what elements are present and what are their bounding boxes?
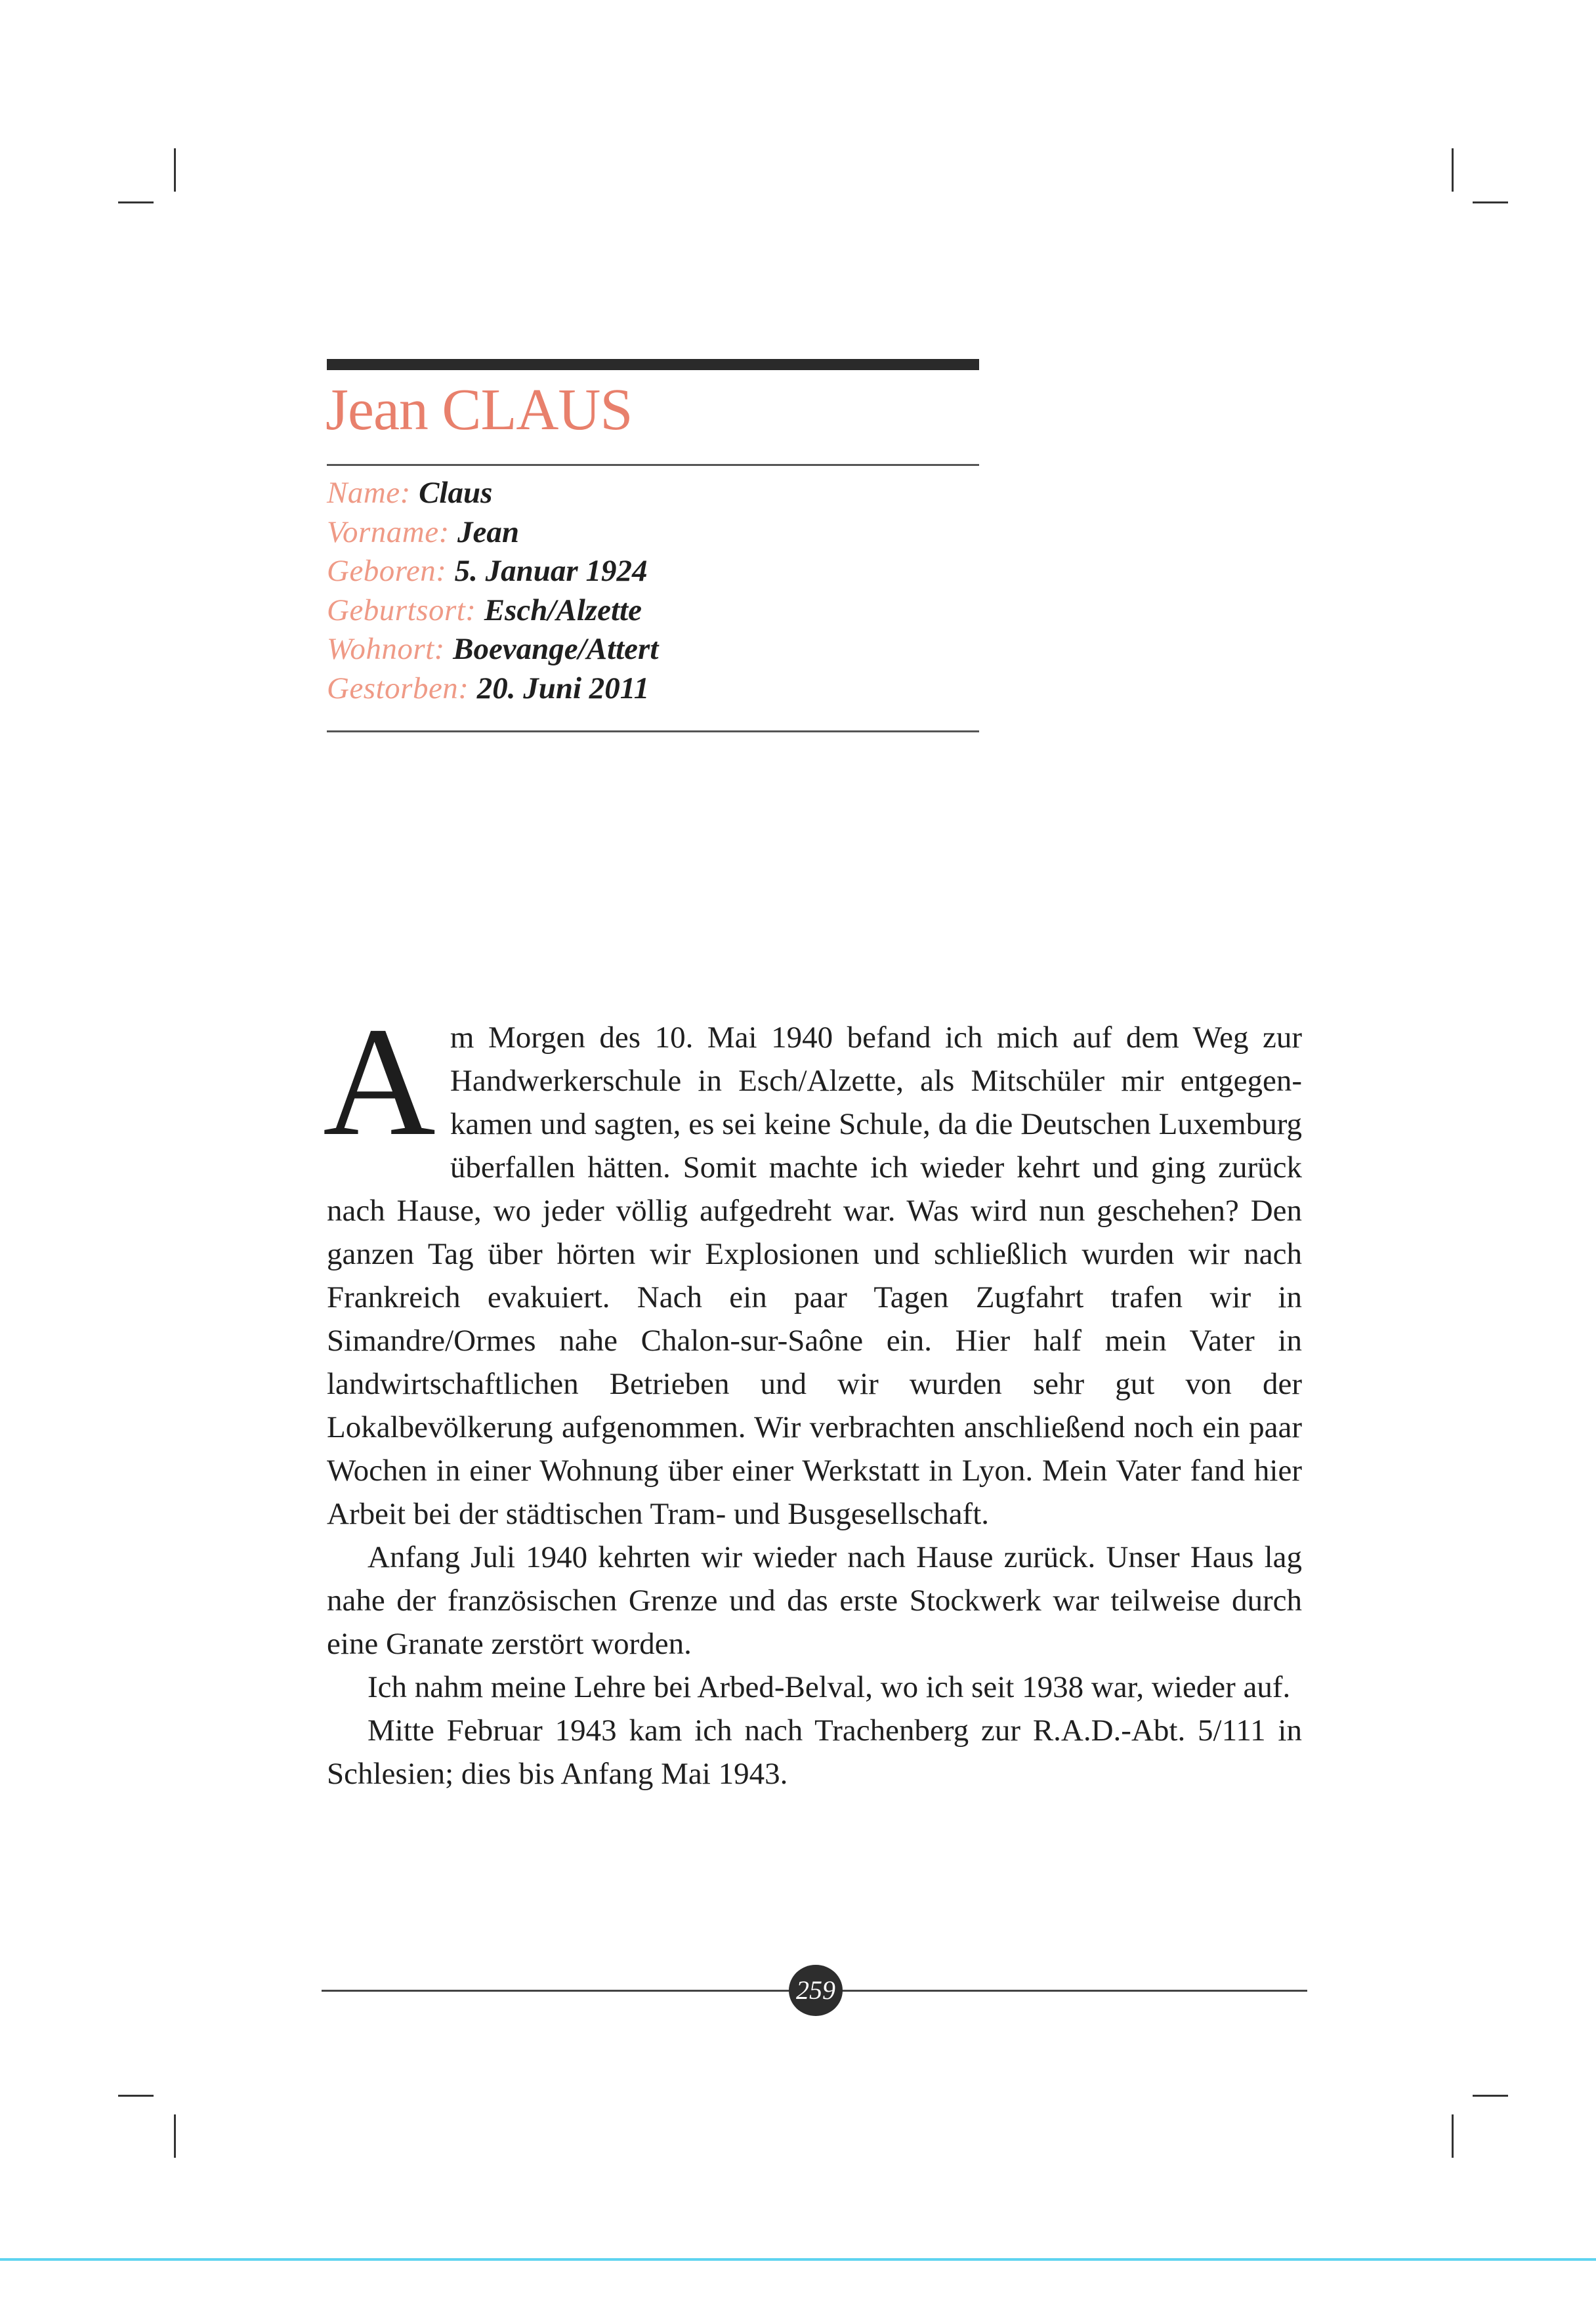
- paragraph-1: [323, 996, 1302, 1536]
- paragraph-4: Mitte Februar 1943 kam ich nach Trachenberg zur R.A.D.-Abt. 5/111 in Schlesien; dies bis Anfang Mai 1943.: [327, 1713, 1302, 1791]
- facts-rule: [327, 730, 979, 732]
- crop-mark-bottom-right-vertical: [1452, 2114, 1454, 2158]
- fact-label: Geboren:: [327, 554, 455, 589]
- fact-first-name: [327, 513, 976, 553]
- fact-value: Claus: [419, 476, 493, 510]
- fact-died: [327, 669, 976, 709]
- paragraph-3: Ich nahm meine Lehre bei Arbed-Belval, wo ich seit 1938 war, wieder auf.: [368, 1670, 1291, 1704]
- crop-mark-top-left-horizontal: [118, 201, 154, 203]
- fact-value: Esch/Alzette: [484, 593, 642, 627]
- fact-label: Name:: [327, 476, 419, 510]
- page-title: Jean CLAUS: [326, 377, 633, 442]
- biography-facts: [327, 474, 976, 709]
- fact-name: [327, 474, 976, 513]
- drop-cap: A: [323, 996, 436, 1168]
- article-body: [323, 996, 1302, 1796]
- fact-label: Geburtsort:: [327, 593, 484, 627]
- fact-residence: [327, 630, 976, 669]
- fact-value: Jean: [457, 514, 519, 549]
- crop-mark-bottom-left-horizontal: [118, 2095, 154, 2097]
- fact-label: Wohnort:: [327, 632, 453, 667]
- paragraph-2: Anfang Juli 1940 kehrten wir wieder nach Hause zurück. Unser Haus lag nahe der französischen Grenze und das erste Stockwerk war teilweise durch eine Granate zerstört worden.: [327, 1540, 1302, 1661]
- crop-mark-top-right-vertical: [1452, 148, 1454, 192]
- scan-edge-line: [0, 2258, 1596, 2261]
- paragraph-1-text: m Morgen des 10. Mai 1940 befand ich mich auf dem Weg zur Handwerkerschule in Esch/Alzette, als Mitschüler mir entgegenkamen und sagten, es sei keine Schule, da die Deutschen Luxemburg überfallen hätten. Somit machte ich wieder kehrt und ging zurück nach Hause, wo jeder völlig aufgedreht war. Was wird nun geschehen? Den ganzen Tag über hörten wir Explosionen und schließlich wurden wir nach Frankreich evakuiert. Nach ein paar Tagen Zugfahrt trafen wir in Simandre/Ormes nahe Chalon-sur-Saône ein. Hier half mein Vater in landwirtschaftlichen Betrieben und wir wurden sehr gut von der Lokalbevölkerung aufgenommen. Wir verbrachten anschließend noch ein paar Wochen in einer Wohnung über einer Werkstatt in Lyon. Mein Vater fand hier Arbeit bei der städtischen Tram- und Busgesellschaft.: [327, 1020, 1302, 1531]
- fact-born: [327, 552, 976, 591]
- fact-value: 5. Januar 1924: [454, 554, 648, 589]
- heading-bar: [327, 359, 979, 370]
- fact-birthplace: [327, 591, 976, 631]
- crop-mark-bottom-right-horizontal: [1473, 2095, 1508, 2097]
- fact-value: 20. Juni 2011: [476, 671, 650, 705]
- fact-label: Gestorben:: [327, 671, 477, 705]
- title-rule: [327, 464, 979, 466]
- page-number-badge: 259: [789, 1965, 843, 2016]
- crop-mark-top-left-vertical: [174, 148, 176, 192]
- fact-value: Boevange/Attert: [453, 632, 659, 667]
- crop-mark-bottom-left-vertical: [174, 2114, 176, 2158]
- fact-label: Vorname:: [327, 514, 457, 549]
- crop-mark-top-right-horizontal: [1473, 201, 1508, 203]
